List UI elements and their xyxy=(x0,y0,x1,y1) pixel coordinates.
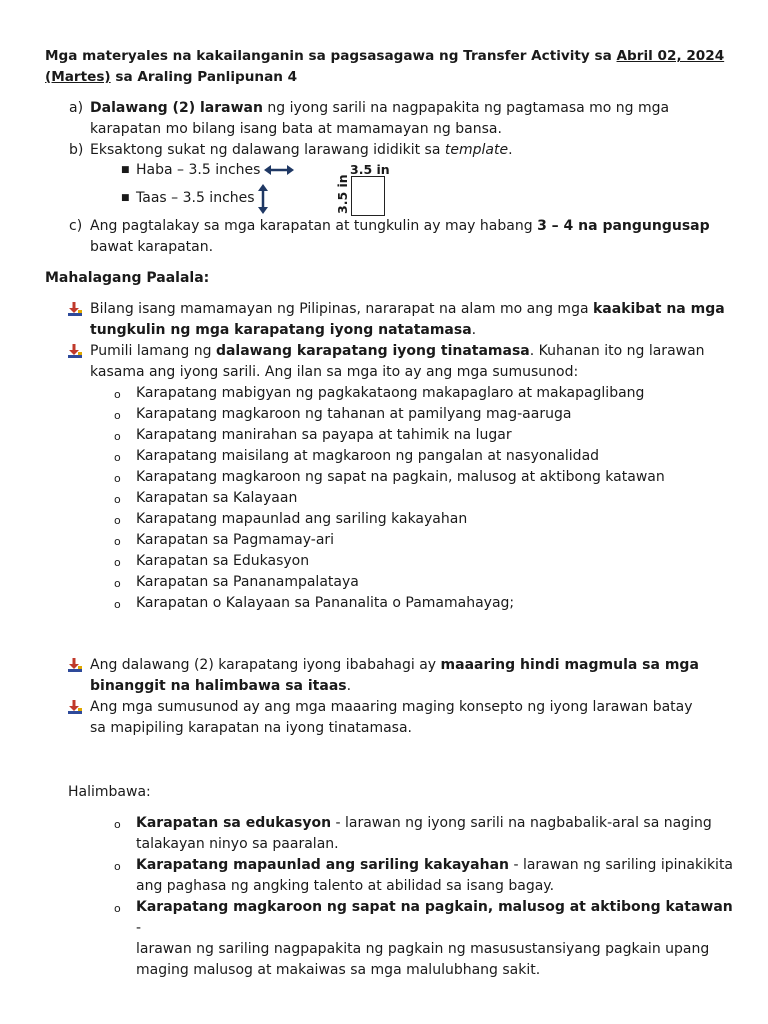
example-item-2 xyxy=(136,855,736,897)
reminder-item-1 xyxy=(90,299,730,341)
item-c-text xyxy=(90,216,730,258)
photo-size-box xyxy=(351,176,385,216)
reminder-2-rest: . Kuhanan ito ng larawan xyxy=(529,343,705,359)
reminders-heading: Mahalagang Paalala: xyxy=(45,270,210,286)
title-subject: sa Araling Panlipunan 4 xyxy=(110,69,298,85)
right-item: Karapatang magkaroon ng sapat na pagkain, malusog at aktibong katawan xyxy=(136,469,665,485)
circle-bullet: o xyxy=(114,472,121,485)
reminder-1-text: Bilang isang mamamayan ng Pilipinas, nararapat na alam mo ang mga xyxy=(90,301,593,317)
reminder-3-bold2: binanggit na halimbawa sa itaas xyxy=(90,678,347,694)
document-title xyxy=(45,46,725,88)
reminder-4-line1: Ang mga sumusunod ay ang mga maaaring maging konsepto ng iyong larawan batay xyxy=(90,699,693,715)
circle-bullet: o xyxy=(114,514,121,527)
circle-bullet: o xyxy=(114,430,121,443)
down-arrow-bullet-icon xyxy=(68,700,82,714)
circle-bullet: o xyxy=(114,577,121,590)
dimension-side-label: 3.5 in xyxy=(335,174,350,214)
item-b-end: . xyxy=(508,142,513,158)
square-bullet: ■ xyxy=(121,165,130,175)
circle-bullet: o xyxy=(114,556,121,569)
reminder-3-end: . xyxy=(346,678,352,694)
right-item: Karapatan sa Kalayaan xyxy=(136,490,298,506)
reminder-2-text: Pumili lamang ng xyxy=(90,343,216,359)
right-item: Karapatang magkaroon ng tahanan at pamilyang mag-aaruga xyxy=(136,406,572,422)
down-arrow-bullet-icon xyxy=(68,344,82,358)
down-arrow-bullet-icon xyxy=(68,658,82,672)
dimension-top-label: 3.5 in xyxy=(350,162,390,177)
reminder-1-bold1: kaakibat na mga xyxy=(592,301,725,317)
item-b-italic: template xyxy=(444,142,509,158)
right-item: Karapatang maisilang at magkaroon ng pangalan at nasyonalidad xyxy=(136,448,600,464)
circle-bullet: o xyxy=(114,818,121,831)
item-a-letter: a) xyxy=(69,100,84,116)
right-item: Karapatan sa Pagmamay-ari xyxy=(136,532,335,548)
item-c-line2: bawat karapatan. xyxy=(90,239,214,255)
item-b-text xyxy=(90,140,730,161)
reminder-1-end: . xyxy=(471,322,477,338)
reminder-item-4 xyxy=(90,697,730,739)
reminder-2-line2: kasama ang iyong sarili. Ang ilan sa mga ito ay ang mga sumusunod: xyxy=(90,364,579,380)
square-bullet: ■ xyxy=(121,193,130,203)
example-item-3 xyxy=(136,897,736,981)
example-1-line2: talakayan ninyo sa paaralan. xyxy=(136,836,339,852)
item-a-text xyxy=(90,98,730,140)
item-b-letter: b) xyxy=(69,142,84,158)
example-3-line3: maging malusog at makaiwas sa mga malulubhang sakit. xyxy=(136,962,541,978)
reminder-4-line2: sa mapipiling karapatan na iyong tinatamasa. xyxy=(90,720,413,736)
right-item: Karapatang mapaunlad ang sariling kakayahan xyxy=(136,511,468,527)
item-b-line: Eksaktong sukat ng dalawang larawang ididikit sa xyxy=(90,142,445,158)
circle-bullet: o xyxy=(114,388,121,401)
example-item-1 xyxy=(136,813,736,855)
circle-bullet: o xyxy=(114,451,121,464)
right-item: Karapatan o Kalayaan sa Pananalita o Pamamahayag; xyxy=(136,595,515,611)
reminder-item-3 xyxy=(90,655,730,697)
item-a-bold: Dalawang (2) larawan xyxy=(90,100,263,116)
circle-bullet: o xyxy=(114,493,121,506)
right-item: Karapatan sa Pananampalataya xyxy=(136,574,359,590)
item-c-bold: 3 – 4 na pangungusap xyxy=(537,218,710,234)
example-2-line1: - larawan ng sariling ipinakikita xyxy=(509,857,734,873)
reminder-3-text: Ang dalawang (2) karapatang iyong ibabahagi ay xyxy=(90,657,441,673)
reminder-item-2 xyxy=(90,341,730,383)
reminder-3-bold1: maaaring hindi magmula sa mga xyxy=(440,657,699,673)
horizontal-double-arrow-icon xyxy=(264,163,294,177)
example-1-bold: Karapatan sa edukasyon xyxy=(136,815,332,831)
example-1-line1: - larawan ng iyong sarili na nagbabalik-aral sa naging xyxy=(331,815,712,831)
right-item: Karapatang manirahan sa payapa at tahimik na lugar xyxy=(136,427,512,443)
size-taas: Taas – 3.5 inches xyxy=(136,190,255,206)
down-arrow-bullet-icon xyxy=(68,302,82,316)
size-haba: Haba – 3.5 inches xyxy=(136,162,261,178)
vertical-double-arrow-icon xyxy=(257,184,269,214)
example-3-line1: - xyxy=(136,920,142,936)
circle-bullet: o xyxy=(114,860,121,873)
circle-bullet: o xyxy=(114,598,121,611)
example-2-line2: ang paghasa ng angking talento at abilidad sa isang bagay. xyxy=(136,878,555,894)
circle-bullet: o xyxy=(114,902,121,915)
example-2-bold: Karapatang mapaunlad ang sariling kakayahan xyxy=(136,857,509,873)
right-item: Karapatan sa Edukasyon xyxy=(136,553,310,569)
reminder-1-bold2: tungkulin ng mga karapatang iyong natatamasa xyxy=(90,322,472,338)
title-date: Abril 02, 2024 xyxy=(616,48,725,64)
title-day: (Martes) xyxy=(45,69,111,85)
item-c-line1: Ang pagtalakay sa mga karapatan at tungkulin ay may habang xyxy=(90,218,538,234)
item-c-letter: c) xyxy=(69,218,83,234)
reminder-2-bold: dalawang karapatang iyong tinatamasa xyxy=(215,343,530,359)
title-text: Mga materyales na kakailanganin sa pagsasagawa ng Transfer Activity sa xyxy=(45,48,617,64)
example-3-bold: Karapatang magkaroon ng sapat na pagkain, malusog at aktibong katawan xyxy=(136,899,733,915)
item-a-line1: ng iyong sarili na nagpapakita ng pagtamasa mo ng mga xyxy=(262,100,670,116)
circle-bullet: o xyxy=(114,535,121,548)
circle-bullet: o xyxy=(114,409,121,422)
example-3-line2: larawan ng sariling nagpapakita ng pagkain ng masusustansiyang pagkain upang xyxy=(136,941,710,957)
item-a-line2: karapatan mo bilang isang bata at mamamayan ng bansa. xyxy=(90,121,502,137)
right-item: Karapatang mabigyan ng pagkakataong makapaglaro at makapaglibang xyxy=(136,385,645,401)
examples-heading: Halimbawa: xyxy=(68,784,151,800)
